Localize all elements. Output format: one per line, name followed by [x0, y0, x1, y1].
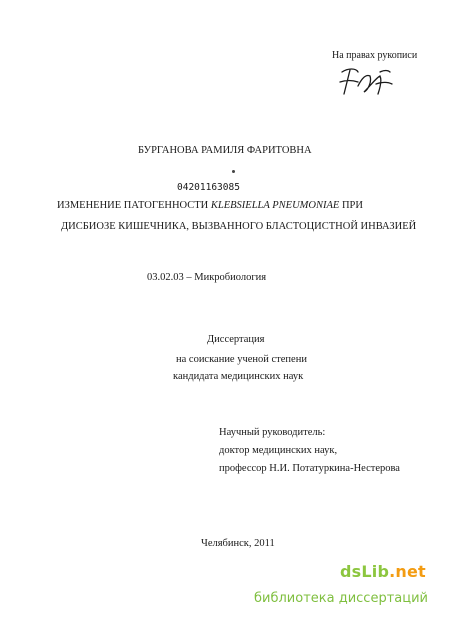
- supervisor-role: Научный руководитель:: [219, 427, 326, 438]
- watermark-logo-part1: dsLib: [340, 562, 390, 581]
- watermark-logo-part2: .net: [389, 562, 426, 581]
- thesis-title-line-2: ДИСБИОЗЕ КИШЕЧНИКА, ВЫЗВАННОГО БЛАСТОЦИСТНОЙ ИНВАЗИЕЙ: [61, 221, 417, 232]
- supervisor-name: профессор Н.И. Потатуркина-Нестерова: [219, 463, 400, 474]
- author-name: БУРГАНОВА РАМИЛЯ ФАРИТОВНА: [138, 145, 312, 156]
- handwritten-signature: [336, 64, 394, 100]
- thesis-type: Диссертация: [207, 334, 265, 345]
- thesis-title-line-1: [57, 200, 363, 212]
- supervisor-degree: доктор медицинских наук,: [219, 445, 338, 456]
- thesis-purpose-line-1: на соискание ученой степени: [176, 354, 307, 365]
- title-suffix: ПРИ: [339, 200, 363, 211]
- title-prefix: ИЗМЕНЕНИЕ ПАТОГЕННОСТИ: [57, 200, 211, 211]
- catalog-code: 04201163085: [177, 182, 240, 193]
- watermark-tagline: библиотека диссертаций: [254, 591, 428, 606]
- specialty-code: 03.02.03 – Микробиология: [147, 272, 267, 283]
- rights-note: На правах рукописи: [332, 50, 418, 61]
- scan-speck: [232, 170, 235, 173]
- title-organism: KLEBSIELLA PNEUMONIAE: [210, 200, 340, 211]
- watermark-logo: [340, 562, 426, 581]
- thesis-purpose-line-2: кандидата медицинских наук: [173, 371, 304, 382]
- place-and-year: Челябинск, 2011: [201, 538, 275, 549]
